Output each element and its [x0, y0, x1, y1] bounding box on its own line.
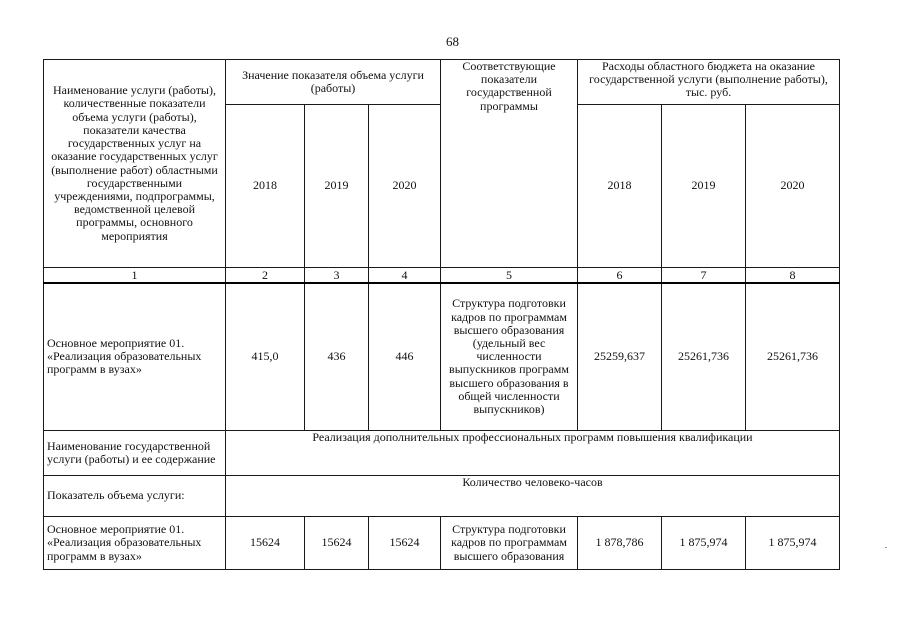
header-expense-year-2018: 2018	[578, 105, 662, 268]
column-number: 2	[226, 268, 305, 283]
row2-expense-2020: 1 875,974	[746, 517, 840, 570]
page-number: 68	[446, 34, 459, 49]
table-row	[44, 283, 840, 431]
section-label: Наименование государственной услуги (работы) и ее содержание	[44, 431, 226, 476]
table-row	[44, 517, 840, 570]
section-value: Реализация дополнительных профессиональных программ повышения квалификации	[226, 431, 840, 476]
header-volume-year-2019: 2019	[305, 105, 369, 268]
row1-name: Основное мероприятие 01. «Реализация образовательных программ в вузах»	[44, 283, 226, 431]
budget-table	[43, 59, 840, 570]
row2-name: Основное мероприятие 01. «Реализация образовательных программ в вузах»	[44, 517, 226, 570]
row1-expense-2018: 25259,637	[578, 283, 662, 431]
row1-volume-2018: 415,0	[226, 283, 305, 431]
row2-volume-2019: 15624	[305, 517, 369, 570]
header-expense-year-2019: 2019	[662, 105, 746, 268]
header-volume-year-2018: 2018	[226, 105, 305, 268]
scan-speck	[885, 547, 887, 548]
header-expense-year-2020: 2020	[746, 105, 840, 268]
header-expense-group: Расходы областного бюджета на оказание государственной услуги (выполнение работы), тыс. руб.	[578, 60, 840, 105]
column-number: 1	[44, 268, 226, 283]
volume-indicator-value: Количество человеко-часов	[226, 476, 840, 517]
column-number: 8	[746, 268, 840, 283]
row2-expense-2018: 1 878,786	[578, 517, 662, 570]
row1-indicator: Структура подготовки кадров по программам высшего образования (удельный вес численности выпускников программ высшего образования в общей численности выпускников)	[441, 283, 578, 431]
row2-volume-2020: 15624	[369, 517, 441, 570]
column-number: 5	[441, 268, 578, 283]
volume-indicator-label: Показатель объема услуги:	[44, 476, 226, 517]
row2-expense-2019: 1 875,974	[662, 517, 746, 570]
table-row	[44, 476, 840, 517]
row1-volume-2020: 446	[369, 283, 441, 431]
column-number: 3	[305, 268, 369, 283]
row2-indicator: Структура подготовки кадров по программам высшего образования	[441, 517, 578, 570]
row1-expense-2020: 25261,736	[746, 283, 840, 431]
header-volume-group: Значение показателя объема услуги (работы)	[226, 60, 441, 105]
row1-volume-2019: 436	[305, 283, 369, 431]
row2-volume-2018: 15624	[226, 517, 305, 570]
header-name-column: Наименование услуги (работы), количественные показатели объема услуги (работы), показатели качества государственных услуг на оказание государственных услуг (выполнение работ) областными государственными учреждениями, подпрограммы, ведомственной целевой программы, основного мероприятия	[44, 60, 226, 268]
header-program-indicators: Соответствующие показатели государственной программы	[441, 60, 578, 268]
table-row	[44, 431, 840, 476]
row1-expense-2019: 25261,736	[662, 283, 746, 431]
column-number: 4	[369, 268, 441, 283]
column-number: 6	[578, 268, 662, 283]
header-volume-year-2020: 2020	[369, 105, 441, 268]
column-number-row	[44, 268, 840, 283]
column-number: 7	[662, 268, 746, 283]
